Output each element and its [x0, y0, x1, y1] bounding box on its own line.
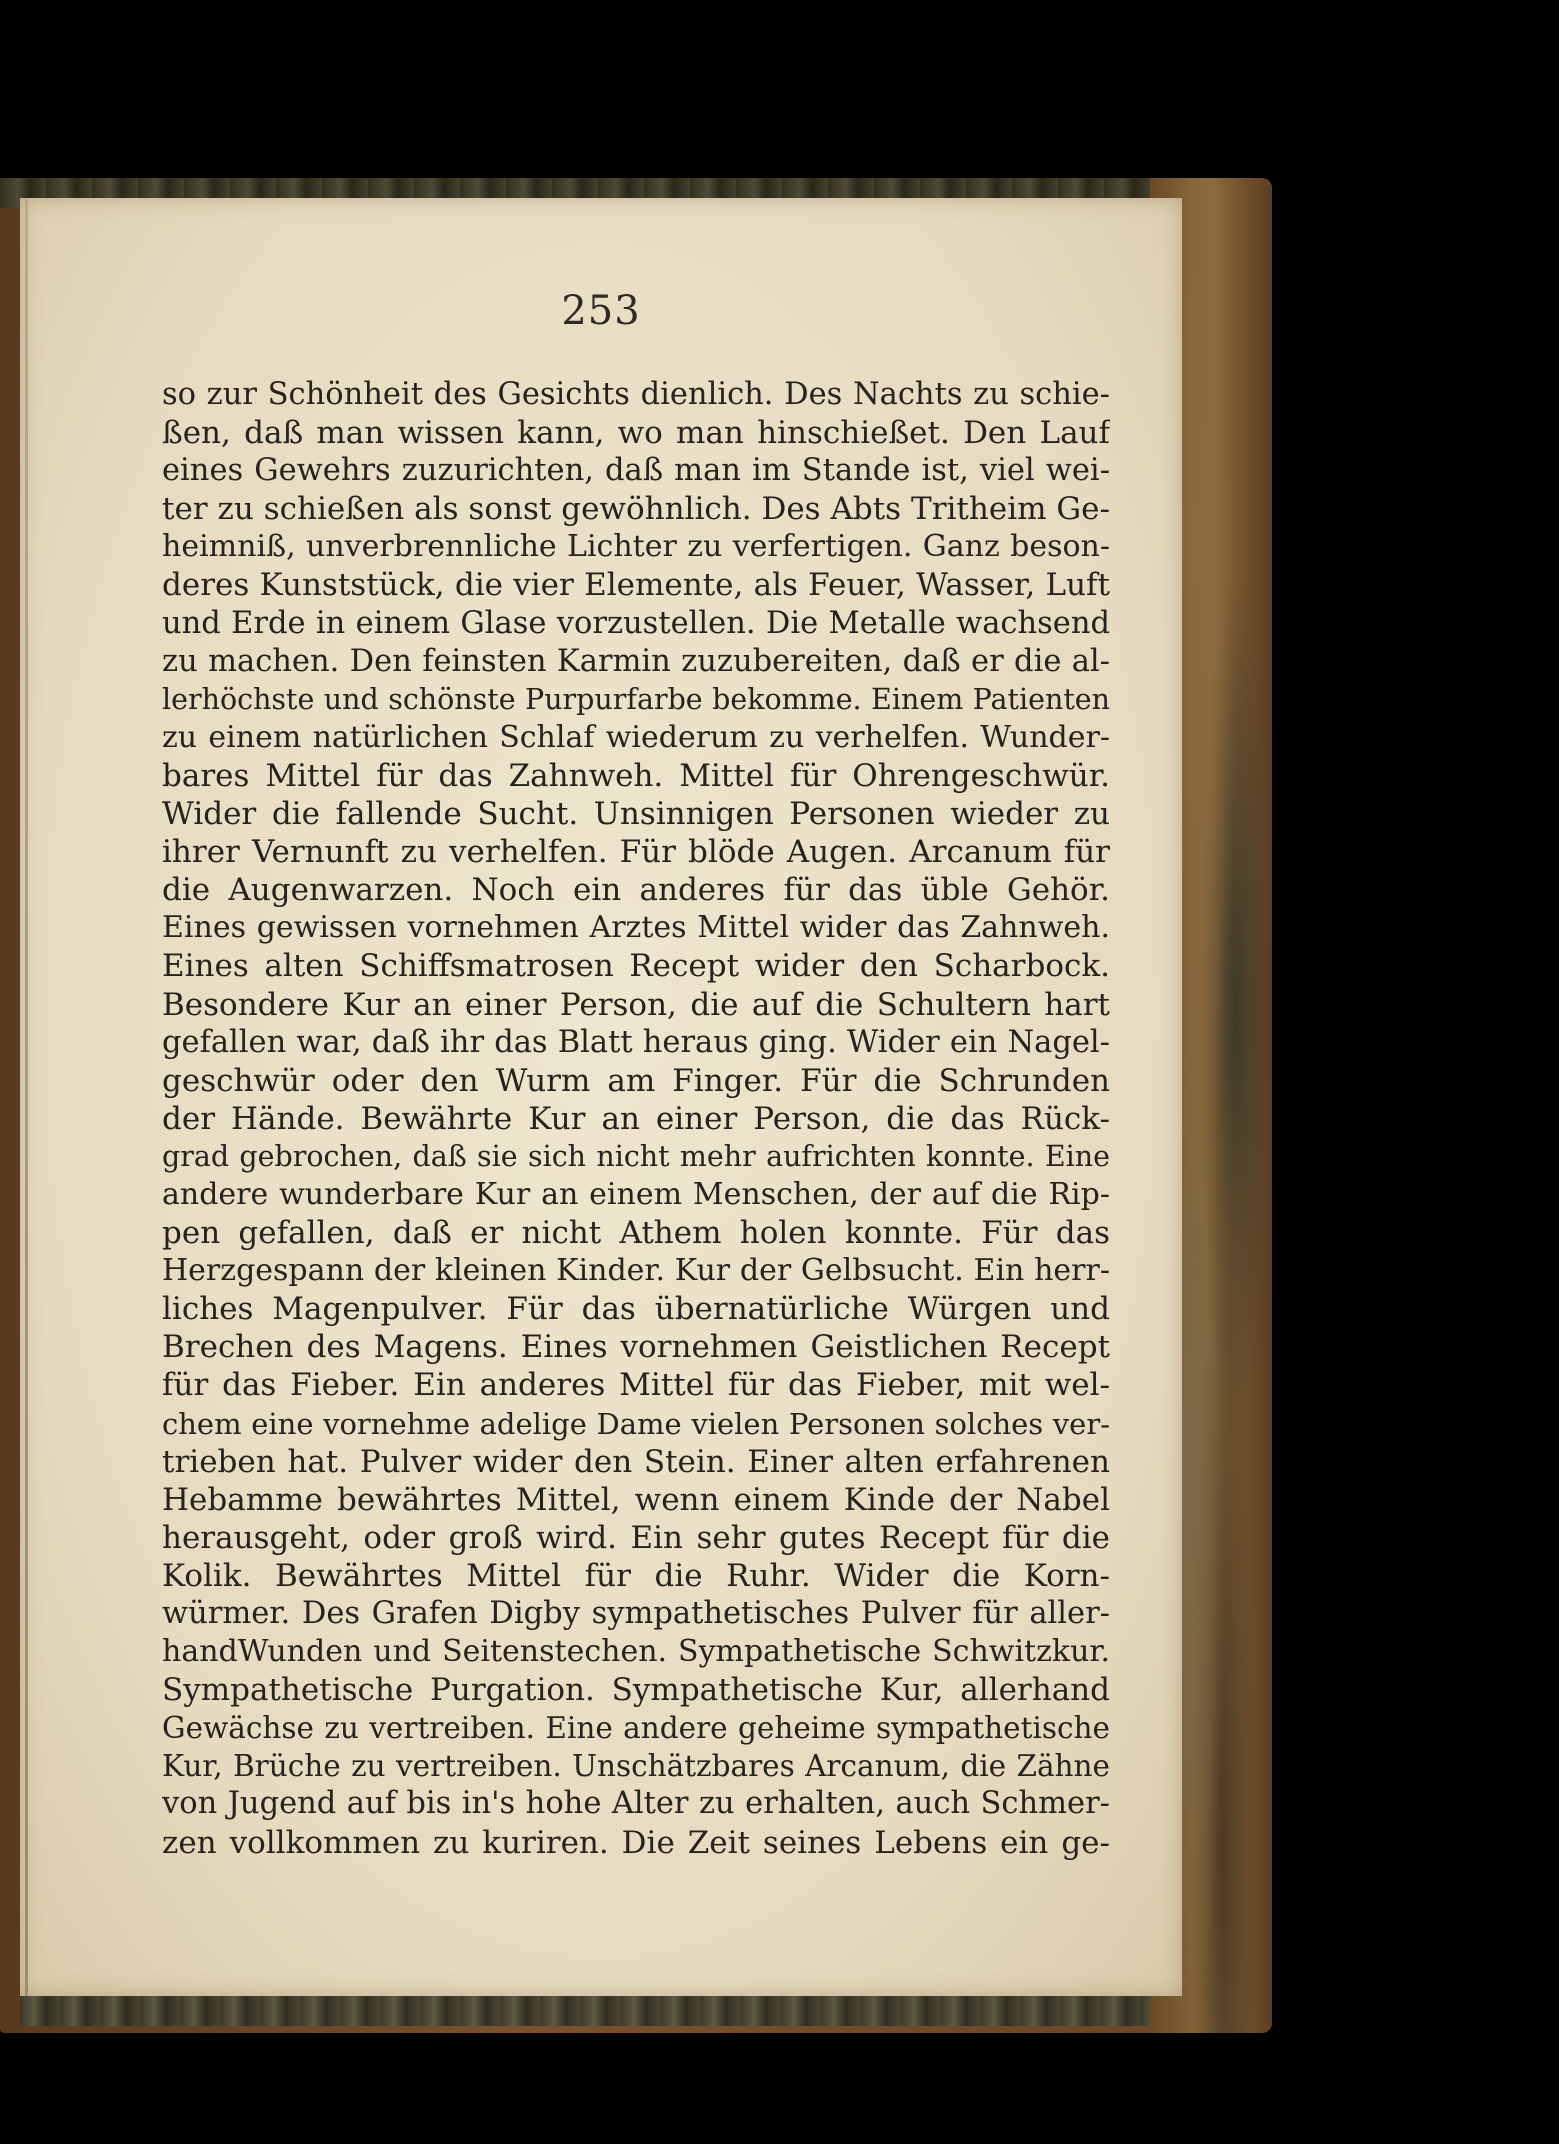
- text-line: lerhöchste und schönste Purpurfarbe bekomme. Einem Patienten: [162, 682, 1110, 716]
- page-number: 253: [561, 288, 641, 334]
- text-line: zu machen. Den feinsten Karmin zuzubereiten, daß er die al-: [162, 643, 1110, 679]
- text-line: Kur, Brüche zu vertreiben. Unschätzbares Arcanum, die Zähne: [162, 1749, 1110, 1784]
- text-line: ßen, daß man wissen kann, wo man hinschießet. Den Lauf: [162, 415, 1110, 452]
- text-line: von Jugend auf bis in's hohe Alter zu erhalten, auch Schmer-: [162, 1786, 1110, 1822]
- text-line: eines Gewehrs zuzurichten, daß man im Stande ist, viel wei-: [162, 453, 1110, 489]
- text-line: Wider die fallende Sucht. Unsinnigen Personen wieder zu: [162, 796, 1110, 833]
- text-line: Sympathetische Purgation. Sympathetische Kur, allerhand: [162, 1672, 1110, 1709]
- text-line: gefallen war, daß ihr das Blatt heraus ging. Wider ein Nagel-: [162, 1024, 1110, 1060]
- text-line: und Erde in einem Glase vorzustellen. Die Metalle wachsend: [162, 605, 1110, 641]
- book-page: [20, 198, 1182, 1996]
- text-line: pen gefallen, daß er nicht Athem holen konnte. Für das: [162, 1215, 1110, 1252]
- text-line: Brechen des Magens. Eines vornehmen Geistlichen Recept: [162, 1329, 1110, 1366]
- text-line: Kolik. Bewährtes Mittel für die Ruhr. Wider die Korn-: [162, 1557, 1110, 1594]
- page-gutter: [25, 198, 28, 1996]
- text-line: ter zu schießen als sonst gewöhnlich. Des Abts Tritheim Ge-: [162, 491, 1110, 528]
- text-line: geschwür oder den Wurm am Finger. Für die Schrunden: [162, 1062, 1110, 1099]
- text-line: Besondere Kur an einer Person, die auf die Schultern hart: [162, 986, 1110, 1023]
- text-line: handWunden und Seitenstechen. Sympathetische Schwitzkur.: [162, 1634, 1110, 1670]
- text-line: zu einem natürlichen Schlaf wiederum zu verhelfen. Wunder-: [162, 719, 1110, 755]
- text-line: chem eine vornehme adelige Dame vielen Personen solches ver-: [162, 1406, 1110, 1441]
- text-line: trieben hat. Pulver wider den Stein. Einer alten erfahrenen: [162, 1443, 1110, 1480]
- text-line: heimniß, unverbrennliche Lichter zu verfertigen. Ganz beson-: [162, 529, 1110, 565]
- text-line: Hebamme bewährtes Mittel, wenn einem Kinde der Nabel: [162, 1481, 1110, 1518]
- text-line: Gewächse zu vertreiben. Eine andere geheime sympathetische: [162, 1711, 1110, 1746]
- text-line: zen vollkommen zu kuriren. Die Zeit seines Lebens ein ge-: [162, 1824, 1110, 1861]
- text-line: würmer. Des Grafen Digby sympathetisches Pulver für aller-: [162, 1596, 1110, 1631]
- text-line: andere wunderbare Kur an einem Menschen, der auf die Rip-: [162, 1176, 1110, 1212]
- text-line: so zur Schönheit des Gesichts dienlich. Des Nachts zu schie-: [162, 377, 1110, 412]
- page-body-text: [162, 376, 1110, 1862]
- text-line: für das Fieber. Ein anderes Mittel für das Fieber, mit wel-: [162, 1367, 1110, 1404]
- text-line: Eines gewissen vornehmen Arztes Mittel wider das Zahnweh.: [162, 910, 1110, 946]
- text-line: Eines alten Schiffsmatrosen Recept wider den Scharbock.: [162, 948, 1110, 985]
- text-line: der Hände. Bewährte Kur an einer Person, die das Rück-: [162, 1100, 1110, 1137]
- text-line: ihrer Vernunft zu verhelfen. Für blöde Augen. Arcanum für: [162, 834, 1110, 871]
- text-line: die Augenwarzen. Noch ein anderes für das üble Gehör.: [162, 872, 1110, 909]
- text-line: grad gebrochen, daß sie sich nicht mehr aufrichten konnte. Eine: [162, 1139, 1110, 1173]
- text-line: herausgeht, oder groß wird. Ein sehr gutes Recept für die: [162, 1519, 1110, 1556]
- text-line: liches Magenpulver. Für das übernatürliche Würgen und: [162, 1291, 1110, 1328]
- text-line: deres Kunststück, die vier Elemente, als Feuer, Wasser, Luft: [162, 567, 1110, 604]
- text-line: bares Mittel für das Zahnweh. Mittel für Ohrengeschwür.: [162, 757, 1110, 794]
- text-line: Herzgespann der kleinen Kinder. Kur der Gelbsucht. Ein herr-: [162, 1253, 1110, 1289]
